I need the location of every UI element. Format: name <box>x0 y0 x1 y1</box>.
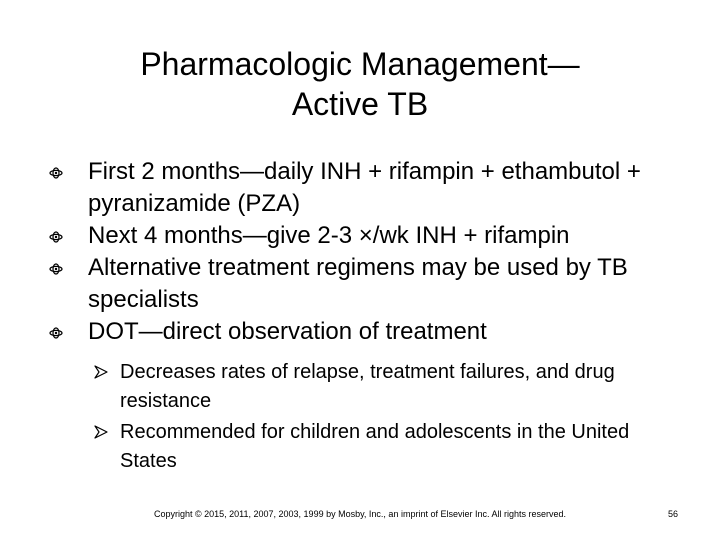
sub-bullet-text: Decreases rates of relapse, treatment failures, and drug resistance <box>120 361 615 412</box>
arrow-right-icon <box>94 425 108 439</box>
sub-bullet-item <box>92 358 682 416</box>
bullet-item <box>48 220 688 252</box>
slide-title-line-1: Pharmacologic Management— <box>140 46 580 82</box>
bullet-item <box>48 316 688 348</box>
bullet-list <box>48 156 688 348</box>
bullet-text: Next 4 months—give 2-3 ×/wk INH + rifampin <box>88 222 570 249</box>
slide-title-line-2: Active TB <box>291 86 429 122</box>
bullet-text: First 2 months—daily INH + rifampin + ethambutol + pyranizamide (PZA) <box>88 158 641 217</box>
bullet-item <box>48 156 688 220</box>
copyright-notice: Copyright © 2015, 2011, 2007, 2003, 1999 by Mosby, Inc., an imprint of Elsevier Inc. All rights reserved. <box>153 509 567 519</box>
sub-bullet-item <box>92 418 682 476</box>
bullet-text: DOT—direct observation of treatment <box>88 318 487 345</box>
sub-bullet-text: Recommended for children and adolescents in the United States <box>120 421 630 472</box>
flower-bullet-icon <box>48 263 64 275</box>
flower-bullet-icon <box>48 231 64 243</box>
flower-bullet-icon <box>48 327 64 339</box>
slide-title <box>60 44 660 124</box>
bullet-text: Alternative treatment regimens may be used by TB specialists <box>88 254 628 313</box>
bullet-item <box>48 252 688 316</box>
flower-bullet-icon <box>48 167 64 179</box>
sub-bullet-list <box>92 358 682 478</box>
page-number: 56 <box>667 509 678 519</box>
arrow-right-icon <box>94 365 108 379</box>
